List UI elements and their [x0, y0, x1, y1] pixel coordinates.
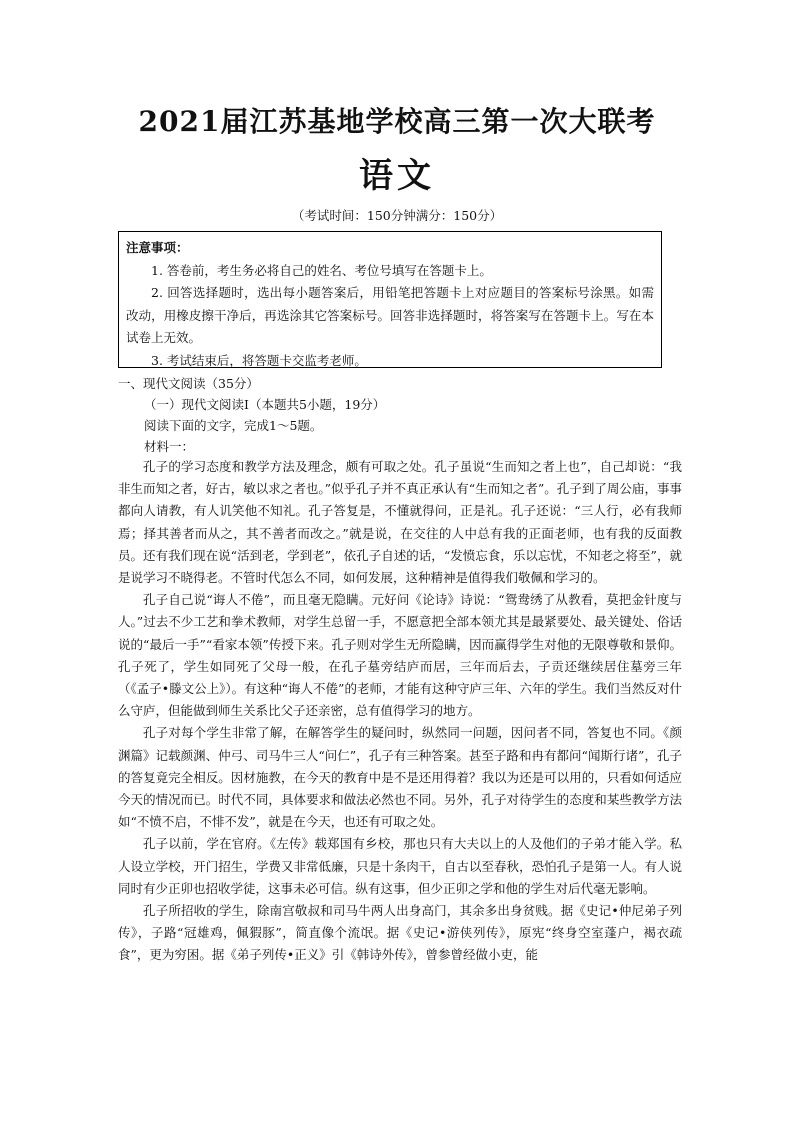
passage-paragraph: 孔子对每个学生非常了解，在解答学生的疑问时，纵然同一问题，因问者不同，答复也不同。《颜渊篇》记载颜渊、仲弓、司马牛三人“问仁”，孔子有三种答案。甚至子路和冉有都问“闻斯行诸”，孔子的答复竟完全相反。因材施教，在今天的教育中是不是还用得着？我以为还是可以用的，只看如何适应今天的情况而已。时代不同，具体要求和做法必然也不同。另外，孔子对待学生的态度和某些教学方法如“不愤不启，不悱不发”，就是在今天，也还有可取之处。: [118, 725, 682, 830]
subject-title: 语文: [359, 156, 435, 196]
notice-box: [118, 231, 662, 368]
material-label: 材料一：: [144, 439, 195, 454]
exam-info: （考试时间：150分钟满分：150分）: [291, 208, 503, 223]
passage-paragraph: 孔子所招收的学生，除南宫敬叔和司马牛两人出身高门，其余多出身贫贱。据《史记•仲尼弟子列传》，子路“冠雄鸡，佩猳豚”，简直像个流氓。据《史记•游侠列传》，原宪“终身空室蓬户，褐衣疏食”，更为穷困。据《弟子列传•正义》引《韩诗外传》，曾参曾经做小吏，能: [118, 903, 682, 963]
section-instruction: 阅读下面的文字，完成1～5题。: [144, 418, 323, 433]
exam-title: 2021届江苏基地学校高三第一次大联考: [138, 105, 656, 138]
notice-title: 注意事项：: [126, 240, 189, 255]
section-subheading: （一）现代文阅读Ⅰ（本题共5小题，19分）: [144, 397, 386, 412]
notice-item-1: 1. 答卷前，考生务必将自己的姓名、考位号填写在答题卡上。: [151, 262, 492, 278]
reading-passage: [118, 456, 682, 967]
notice-item-2: 2. 回答选择题时，选出每小题答案后，用铅笔把答题卡上对应题目的答案标号涂黑。如需改动，用橡皮擦干净后，再选涂其它答案标号。回答非选择题时，将答案写在答题卡上。写在本试卷上无效。: [126, 285, 654, 345]
passage-paragraph: 孔子的学习态度和教学方法及理念，颇有可取之处。孔子虽说“生而知之者上也”，自己却说：“我非生而知之者，好古，敏以求之者也。”似乎孔子并不真正承认有“生而知之者”。孔子到了周公庙，事事都向人请教，有人讥笑他不知礼。孔子答复是，不懂就得问，正是礼。孔子还说：“三人行，必有我师焉；择其善者而从之，其不善者而改之。”就是说，在交往的人中总有我的正面老师，也有我的反面教员。还有我们现在说“活到老，学到老”，依孔子自述的话，“发愤忘食，乐以忘忧，不知老之将至”，就是说学习不晓得老。不管时代怎么不同，如何发展，这种精神是值得我们敬佩和学习的。: [118, 459, 682, 586]
notice-item-3: 3. 考试结束后，将答题卡交监考老师。: [151, 352, 367, 368]
section-heading: 一、现代文阅读（35分）: [118, 376, 259, 391]
passage-paragraph: 孔子自己说“诲人不倦”，而且毫无隐瞒。元好问《论诗》诗说：“鸳鸯绣了从教看，莫把金针度与人。”过去不少工艺和拳术教师，对学生总留一手，不愿意把全部本领尤其是最紧要处、最关键处、俗话说的“最后一手”“看家本领”传授下来。孔子则对学生无所隐瞒，因而赢得学生对他的无限尊敬和景仰。孔子死了，学生如同死了父母一般，在孔子墓旁结庐而居，三年而后去，子贡还继续居住墓旁三年（《孟子•滕文公上》）。有这种“诲人不倦”的老师，才能有这种守庐三年、六年的学生。我们当然反对什么守庐，但能做到师生关系比父子还亲密，总有值得学习的地方。: [118, 592, 682, 719]
passage-paragraph: 孔子以前，学在官府。《左传》载郑国有乡校，那也只有大夫以上的人及他们的子弟才能入学。私人设立学校，开门招生，学费又非常低廉，只是十条肉干，自古以至春秋，恐怕孔子是第一人。有人说同时有少正卯也招收学徒，这事未必可信。纵有这事，但少正卯之学和他的学生对后代毫无影响。: [118, 836, 682, 896]
